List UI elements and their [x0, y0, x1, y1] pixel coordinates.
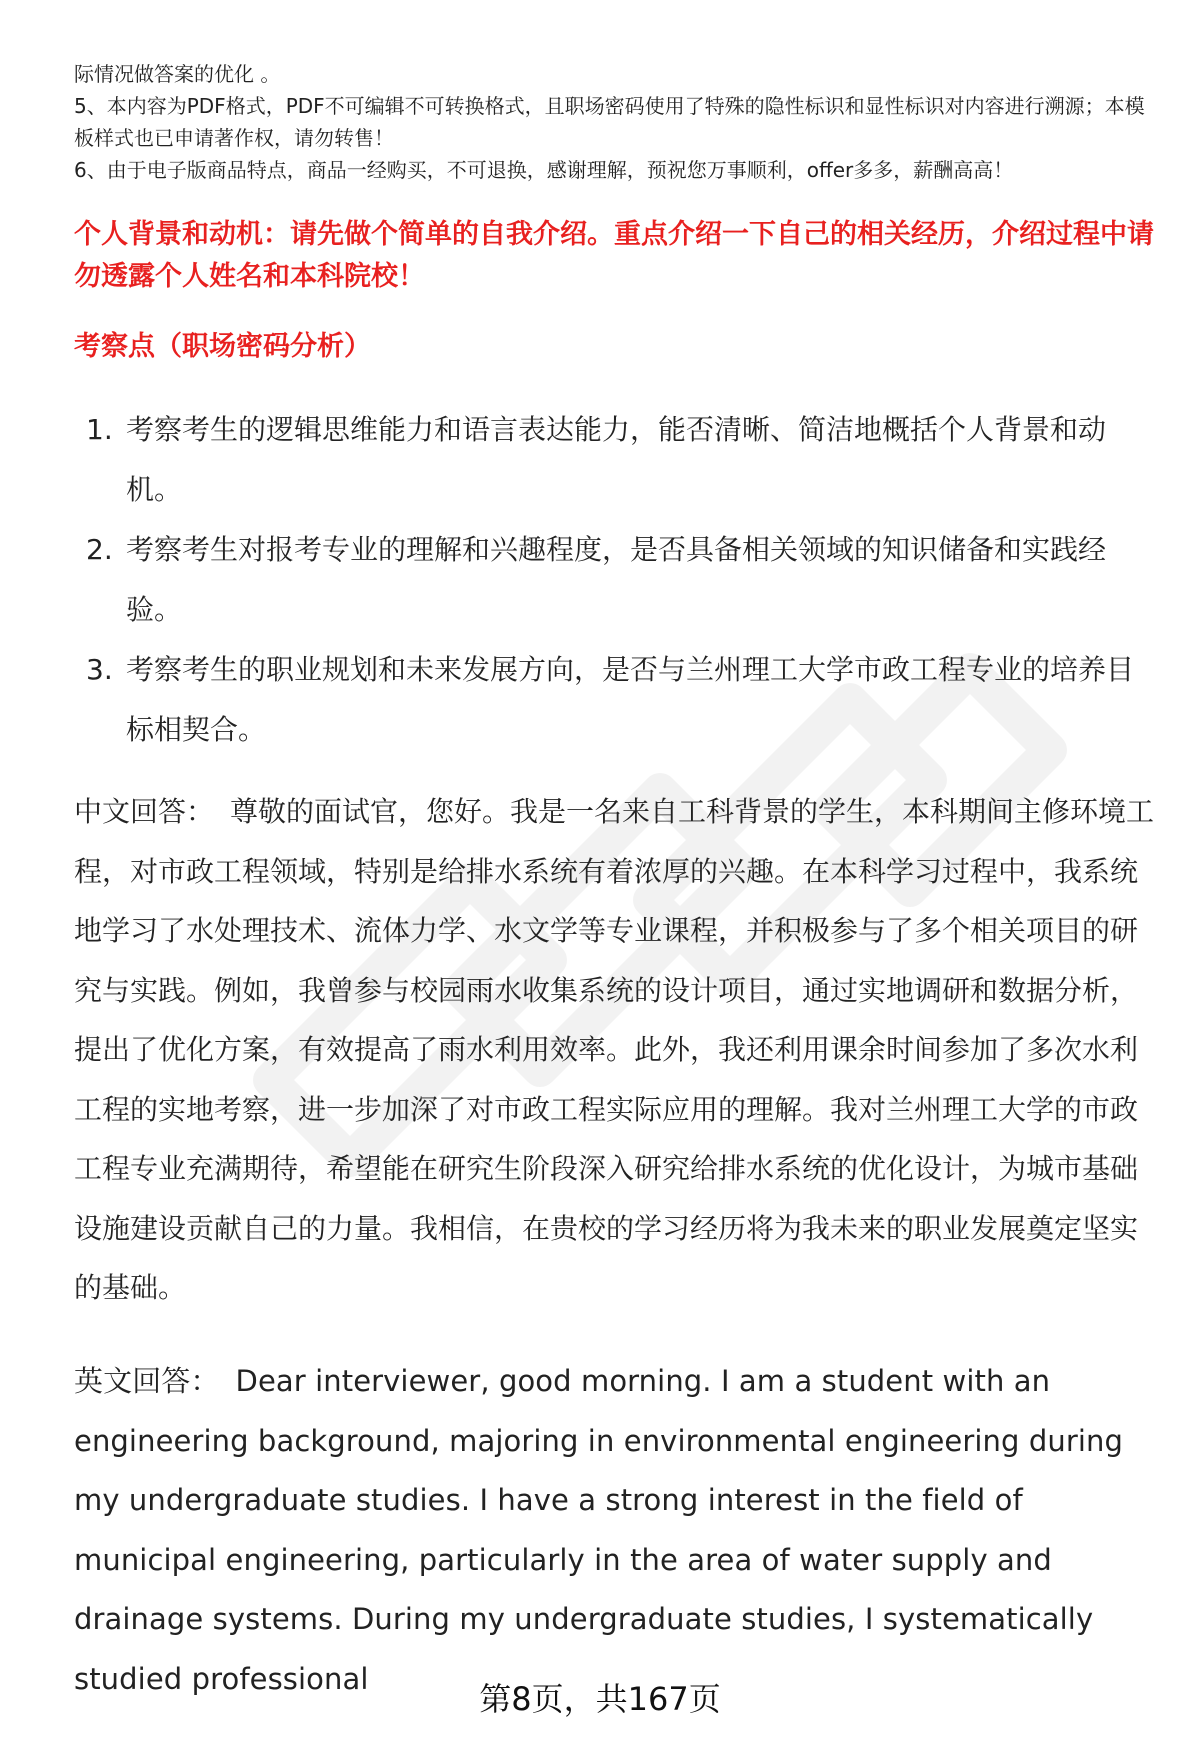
- note-line: 际情况做答案的优化 。: [74, 62, 281, 86]
- note-line: 5、本内容为PDF格式，PDF不可编辑不可转换格式，且职场密码使用了特殊的隐性标识和显性标识对内容进行溯源；本模板样式也已申请著作权，请勿转售！: [74, 94, 1145, 150]
- notes-block: [74, 58, 1154, 186]
- english-answer-text: Dear interviewer, good morning. I am a student with an engineering background, majoring in environmental engineering during my undergraduate studies. I have a strong interest in the field of municipal engineering, particularly in the area of water supply and drainage systems. During my undergraduate studies, I systematically studied professional: [74, 1364, 1123, 1696]
- list-item-number: 2.: [86, 533, 113, 566]
- note-line: 6、由于电子版商品特点，商品一经购买，不可退换，感谢理解，预祝您万事顺利，offer多多，薪酬高高！: [74, 158, 1014, 182]
- list-item: [74, 400, 1154, 520]
- list-item-number: 3.: [86, 653, 113, 686]
- points-heading: 考察点（职场密码分析）: [74, 331, 371, 362]
- english-answer-label: 英文回答：: [74, 1364, 220, 1398]
- list-item-text: 考察考生的逻辑思维能力和语言表达能力，能否清晰、简洁地概括个人背景和动机。: [126, 413, 1107, 506]
- chinese-answer-label: 中文回答：: [74, 795, 215, 828]
- chinese-answer: [74, 782, 1159, 1318]
- list-item-text: 考察考生对报考专业的理解和兴趣程度，是否具备相关领域的知识储备和实践经验。: [126, 533, 1107, 626]
- english-answer: [74, 1352, 1159, 1709]
- chinese-answer-text: 尊敬的面试官，您好。我是一名来自工科背景的学生，本科期间主修环境工程，对市政工程领域，特别是给排水系统有着浓厚的兴趣。在本科学习过程中，我系统地学习了水处理技术、流体力学、水文学等专业课程，并积极参与了多个相关项目的研究与实践。例如，我曾参与校园雨水收集系统的设计项目，通过实地调研和数据分析，提出了优化方案，有效提高了雨水利用效率。此外，我还利用课余时间参加了多次水利工程的实地考察，进一步加深了对市政工程实际应用的理解。我对兰州理工大学的市政工程专业充满期待，希望能在研究生阶段深入研究给排水系统的优化设计，为城市基础设施建设贡献自己的力量。我相信，在贵校的学习经历将为我未来的职业发展奠定坚实的基础。: [74, 795, 1155, 1304]
- page-number: 第8页，共167页: [479, 1680, 721, 1718]
- list-item-number: 1.: [86, 413, 113, 446]
- list-item: [74, 520, 1154, 640]
- assessment-points-list: [74, 400, 1154, 760]
- question-heading: 个人背景和动机：请先做个简单的自我介绍。重点介绍一下自己的相关经历，介绍过程中请勿透露个人姓名和本科院校！: [74, 219, 1154, 292]
- list-item: [74, 640, 1154, 760]
- list-item-text: 考察考生的职业规划和未来发展方向，是否与兰州理工大学市政工程专业的培养目标相契合。: [126, 653, 1135, 746]
